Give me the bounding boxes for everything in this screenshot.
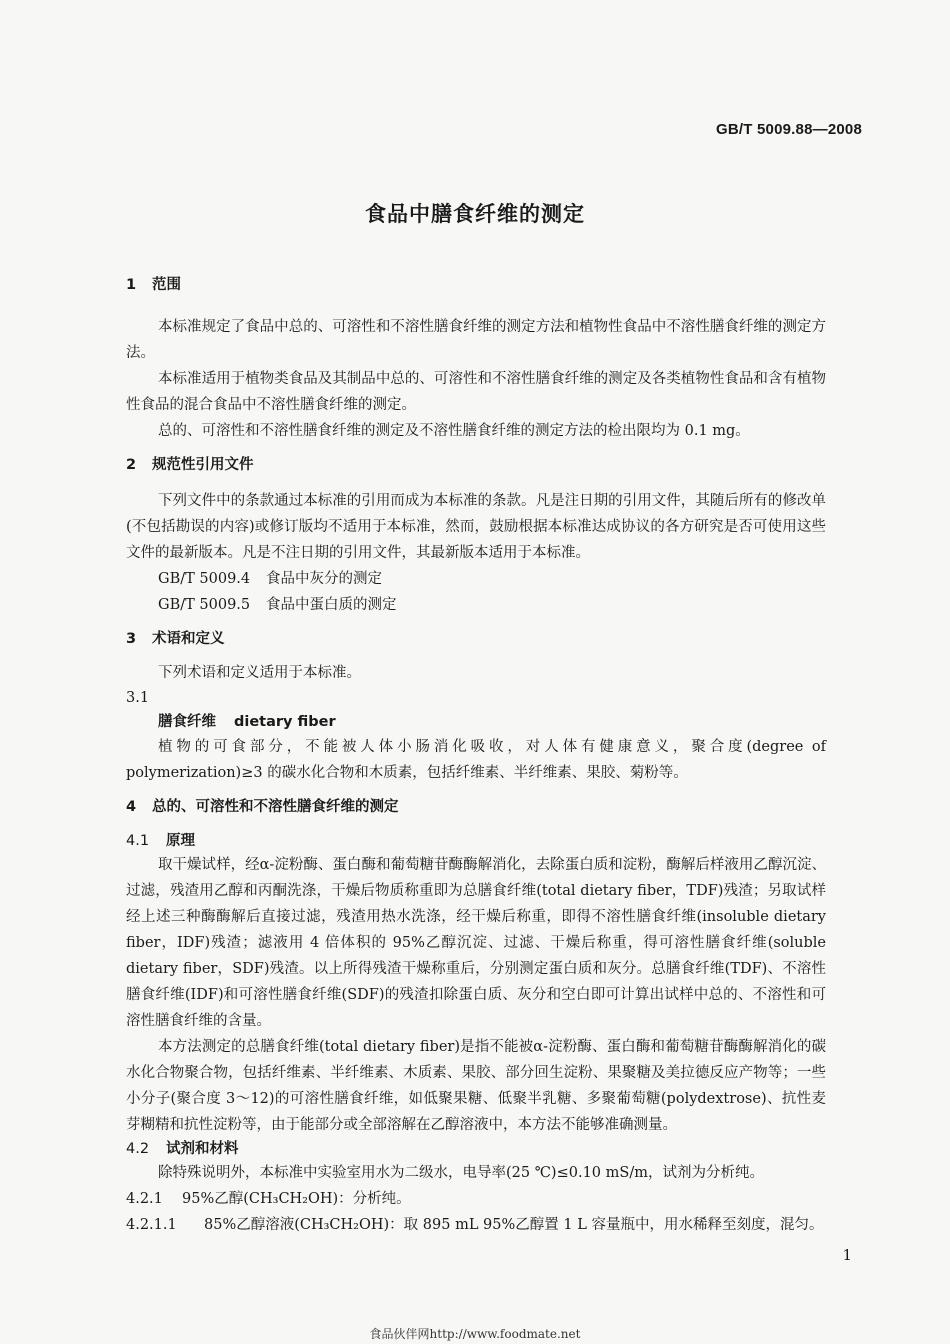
paragraph: 除特殊说明外，本标准中实验室用水为二级水，电导率(25 ℃)≤0.10 mS/m，试剂为分析纯。 (158, 1165, 764, 1181)
section-3-heading: 3 术语和定义 (126, 631, 225, 647)
footer-watermark: 食品伙伴网http://www.foodmate.net (369, 1327, 581, 1341)
paragraph: 总的、可溶性和不溶性膳食纤维的测定及不溶性膳食纤维的测定方法的检出限均为 0.1 mg。 (158, 423, 750, 439)
document-body (126, 274, 826, 1238)
term-definition: 植物的可食部分，不能被人体小肠消化吸收，对人体有健康意义，聚合度(degree of polymerization)≥3 的碳水化合物和木质素，包括纤维素、半纤维素、果胶、菊粉等。 (126, 739, 826, 781)
paragraph: 本标准适用于植物类食品及其制品中总的、可溶性和不溶性膳食纤维的测定及各类植物性食品和含有植物性食品的混合食品中不溶性膳食纤维的测定。 (126, 371, 826, 413)
section-2-heading: 2 规范性引用文件 (126, 457, 254, 473)
normative-reference: GB/T 5009.4 食品中灰分的测定 (158, 571, 382, 587)
section-4-heading: 4 总的、可溶性和不溶性膳食纤维的测定 (126, 799, 399, 815)
term-entry: 膳食纤维 dietary fiber (158, 714, 336, 730)
normative-reference: GB/T 5009.5 食品中蛋白质的测定 (158, 597, 397, 613)
standard-number: GB/T 5009.88—2008 (716, 121, 862, 138)
paragraph: 取干燥试样，经α-淀粉酶、蛋白酶和葡萄糖苷酶酶解消化，去除蛋白质和淀粉，酶解后样液用乙醇沉淀、过滤，残渣用乙醇和丙酮洗涤，干燥后物质称重即为总膳食纤维(total dietary fiber，TDF)残渣；另取试样经上述三种酶酶解后直接过滤，残渣用热水洗涤，经干燥后称重，即得不溶性膳食纤维(insoluble dietary fiber，IDF)残渣；滤液用 4 倍体积的 95%乙醇沉淀、过滤、干燥后称重，得可溶性膳食纤维(soluble dietary fiber，SDF)残渣。以上所得残渣干燥称重后，分别测定蛋白质和灰分。总膳食纤维(TDF)、不溶性膳食纤维(IDF)和可溶性膳食纤维(SDF)的残渣扣除蛋白质、灰分和空白即可计算出试样中总的、不溶性和可溶性膳食纤维的含量。 (126, 857, 826, 1029)
paragraph: 本方法测定的总膳食纤维(total dietary fiber)是指不能被α-淀粉酶、蛋白酶和葡萄糖苷酶酶解消化的碳水化合物聚合物，包括纤维素、半纤维素、木质素、果胶、部分回生淀粉、果聚糖及美拉德反应产物等；一些小分子(聚合度 3～12)的可溶性膳食纤维，如低聚果糖、低聚半乳糖、多聚葡萄糖(polydextrose)、抗性麦芽糊精和抗性淀粉等，由于能部分或全部溶解在乙醇溶液中，本方法不能够准确测量。 (126, 1039, 826, 1133)
paragraph: 下列文件中的条款通过本标准的引用而成为本标准的条款。凡是注日期的引用文件，其随后所有的修改单(不包括勘误的内容)或修订版均不适用于本标准，然而，鼓励根据本标准达成协议的各方研究是否可使用这些文件的最新版本。凡是不注日期的引用文件，其最新版本适用于本标准。 (126, 493, 826, 561)
clause-4-2-1-1: 4.2.1.1 85%乙醇溶液(CH₃CH₂OH)：取 895 mL 95%乙醇置 1 L 容量瓶中，用水稀释至刻度，混匀。 (126, 1217, 824, 1233)
subsection-4-2-heading: 4.2 试剂和材料 (126, 1141, 239, 1157)
paragraph: 本标准规定了食品中总的、可溶性和不溶性膳食纤维的测定方法和植物性食品中不溶性膳食纤维的测定方法。 (126, 319, 826, 361)
clause-4-2-1: 4.2.1 95%乙醇(CH₃CH₂OH)：分析纯。 (126, 1191, 411, 1207)
section-1-heading: 1 范围 (126, 277, 181, 293)
paragraph: 下列术语和定义适用于本标准。 (158, 665, 361, 681)
clause-number: 3.1 (126, 690, 150, 706)
subsection-4-1-heading: 4.1 原理 (126, 833, 195, 849)
page-number: 1 (842, 1246, 852, 1264)
page-title: 食品中膳食纤维的测定 (365, 202, 585, 226)
